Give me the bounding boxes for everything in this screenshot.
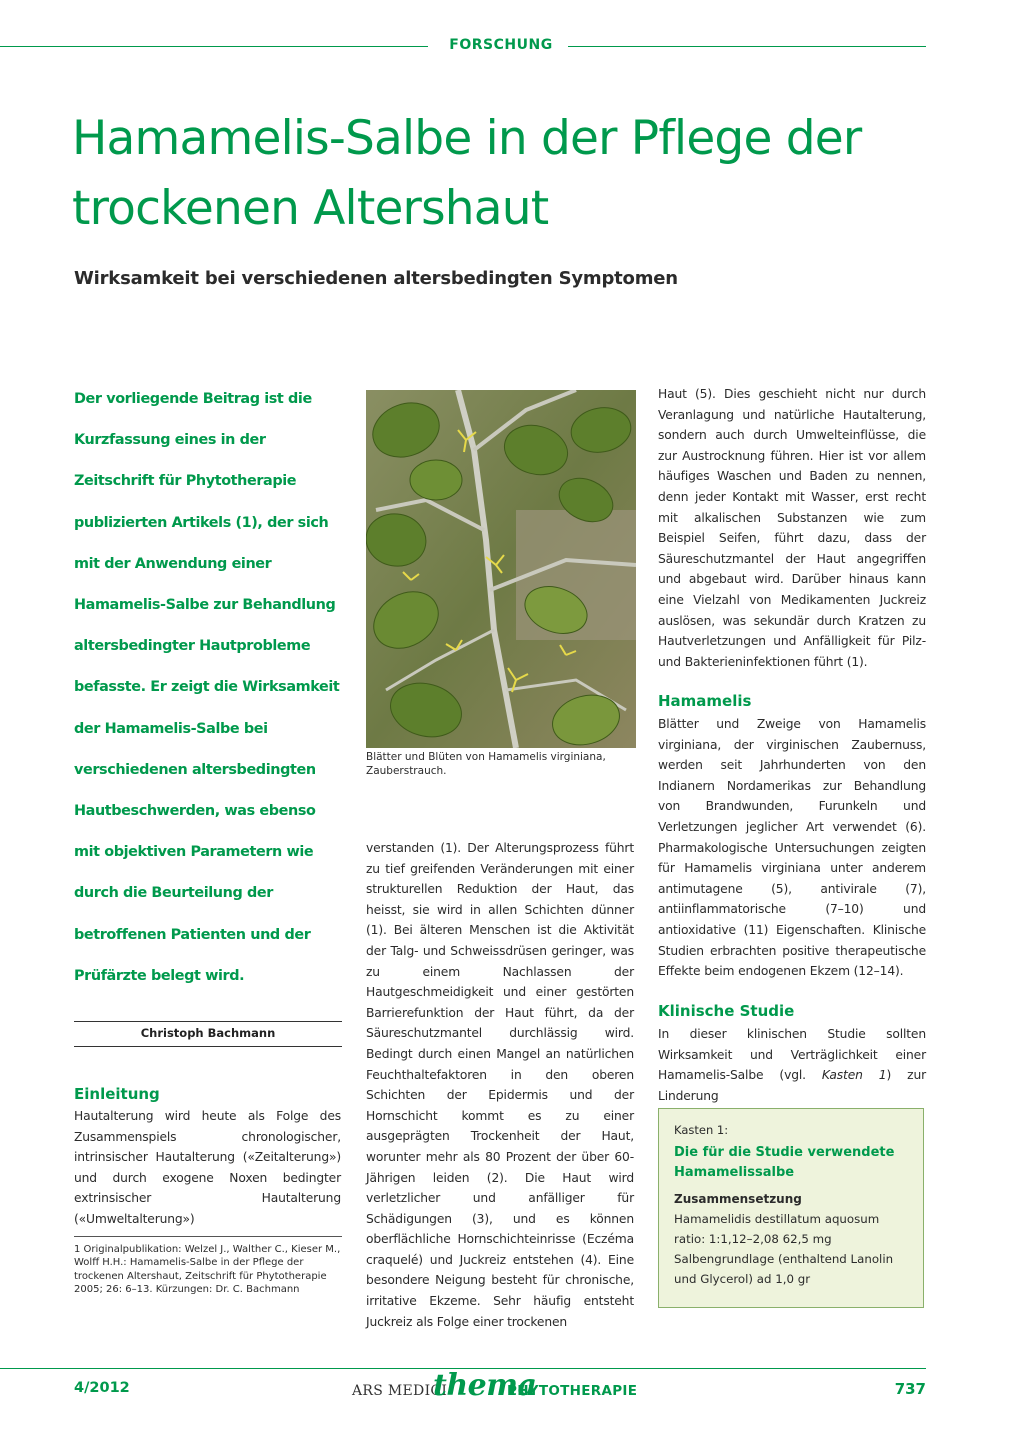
box-label: Kasten 1: (674, 1123, 729, 1137)
footnote-rule (74, 1236, 342, 1237)
author-rule-top (74, 1021, 342, 1022)
kasten-reference[interactable]: Kasten 1 (821, 1068, 887, 1083)
studie-text-after: ) zur Linderung (658, 1068, 926, 1103)
box-body: Hamamelidis destillatum aquosum ratio: 1:1,12–2,08 62,5 mg Salbengrundlage (enthaltend Lanolin und Glycerol) ad 1,0 gr (674, 1212, 894, 1286)
studie-text-before: In dieser klinischen Studie sollten Wirksamkeit und Verträglichkeit einer Hamamelis-Salbe (vgl. (658, 1027, 926, 1083)
einleitung-text: Hautalterung wird heute als Folge des Zusammenspiels chronologischer, intrinsischer Hautalterung («Zeitalterung») und durch exogene Noxen bedingter extrinsischer Hautalterung («Umweltalterung») (74, 1109, 341, 1226)
header-rule-left (0, 46, 428, 47)
brand-name: ARS MEDICI (352, 1383, 448, 1399)
page-number: 737 (894, 1380, 926, 1398)
studie-text (658, 1024, 926, 1106)
column3-text: Haut (5). Dies geschieht nicht nur durch Veranlagung und natürliche Hautalterung, sondern auch durch Umwelteinflüsse, die zur Austrocknung führen. Hier ist vor allem häufiges Waschen und Baden zu nennen, denn jeder Kontakt mit Wasser, erst recht mit alkalischen Substanzen wie zum Beispiel Seifen, führt dazu, dass der Säureschutzmantel der Haut angegriffen und abgebaut wird. Darüber hinaus kann eine Vielzahl von Medikamenten Juckreiz auslösen, was sekundär durch Kratzen zu Hautverletzungen und Anfälligkeit für Pilz- und Bakterieninfektionen führt (1). (658, 387, 926, 669)
witch-hazel-illustration (366, 390, 636, 748)
footnote: 1 Originalpublikation: Welzel J., Walther C., Kieser M., Wolff H.H.: Hamamelis-Salbe in der Pflege der trockenen Altershaut, Zeitschrift für Phytotherapie 2005; 26: 6–13. Kürzungen: Dr. C. Bachmann (74, 1244, 341, 1296)
kasten-box (658, 1108, 924, 1308)
article-title: Hamamelis-Salbe in der Pflege der trockenen Altershaut (72, 111, 862, 236)
hamamelis-heading: Hamamelis (658, 692, 752, 710)
einleitung-heading: Einleitung (74, 1085, 160, 1103)
figure-caption: Blätter und Blüten von Hamamelis virginiana, Zauberstrauch. (366, 751, 606, 777)
issue-number: 4/2012 (74, 1380, 130, 1396)
studie-heading: Klinische Studie (658, 1002, 795, 1020)
article-subtitle: Wirksamkeit bei verschiedenen altersbedingten Symptomen (74, 268, 678, 289)
box-subheading: Zusammensetzung (674, 1192, 802, 1206)
column2-text: verstanden (1). Der Alterungsprozess führt zu tief greifenden Veränderungen mit einer strukturellen Reduktion der Haut, das heisst, sie wird in allen Schichten dünner (1). Bei älteren Menschen ist die Aktivität der Talg- und Schweissdrüsen geringer, was zu einem Nachlassen der Hautgeschmeidigkeit und einer gestörten Barrierefunktion der Haut führt, da der Säureschutzmantel durchlässig wird. Bedingt durch einen Mangel an natürlichen Feuchthaltefaktoren in den oberen Schichten der Epidermis und der Hornschicht kommt es zu einer ausgeprägten Trockenheit der Haut, worunter mehr als 80 Prozent der über 60-Jährigen leiden (2). Die Haut wird verletzlicher und anfälliger für Schädigungen (3), und es können oberflächliche Hornschichteinrisse (Eczéma craquelé) und Juckreiz entstehen (4). Eine besondere Neigung besteht für chronische, irritative Ekzeme. Sehr häufig entsteht Juckreiz als Folge einer trockenen (366, 841, 634, 1329)
brand-script: thema (433, 1368, 537, 1403)
hamamelis-photo (366, 390, 636, 748)
author-rule-bottom (74, 1046, 342, 1047)
footer-section: PHYTOTHERAPIE (507, 1383, 638, 1399)
header-rule-right (568, 46, 926, 47)
lead-paragraph: Der vorliegende Beitrag ist die Kurzfassung eines in der Zeitschrift für Phytotherapie publizierten Artikels (1), der sich mit der Anwendung einer Hamamelis-Salbe zur Behandlung altersbedingter Hautprobleme befasste. Er zeigt die Wirksamkeit der Hamamelis-Salbe bei verschiedenen altersbedingten Hautbeschwerden, was ebenso mit objektiven Parametern wie durch die Beurteilung der betroffenen Patienten und der Prüfärzte belegt wird. (74, 391, 340, 984)
box-title: Die für die Studie verwendete Hamamelissalbe (674, 1145, 895, 1180)
hamamelis-text: Blätter und Zweige von Hamamelis virginiana, der virginischen Zaubernuss, werden seit Jahrhunderten von den Indianern Nordamerikas zur Behandlung von Brandwunden, Furunkeln und Verletzungen jeglicher Art verwendet (6). Pharmakologische Untersuchungen zeigten für Hamamelis virginiana unter anderem antimutagene (5), antivirale (7), antiinflammatorische (7–10) und antioxidative (11) Eigenschaften. Klinische Studien erbrachten positive therapeutische Effekte beim endogenen Ekzem (12–14). (658, 717, 926, 979)
author-name: Christoph Bachmann (140, 1026, 276, 1040)
section-label: FORSCHUNG (449, 37, 553, 53)
